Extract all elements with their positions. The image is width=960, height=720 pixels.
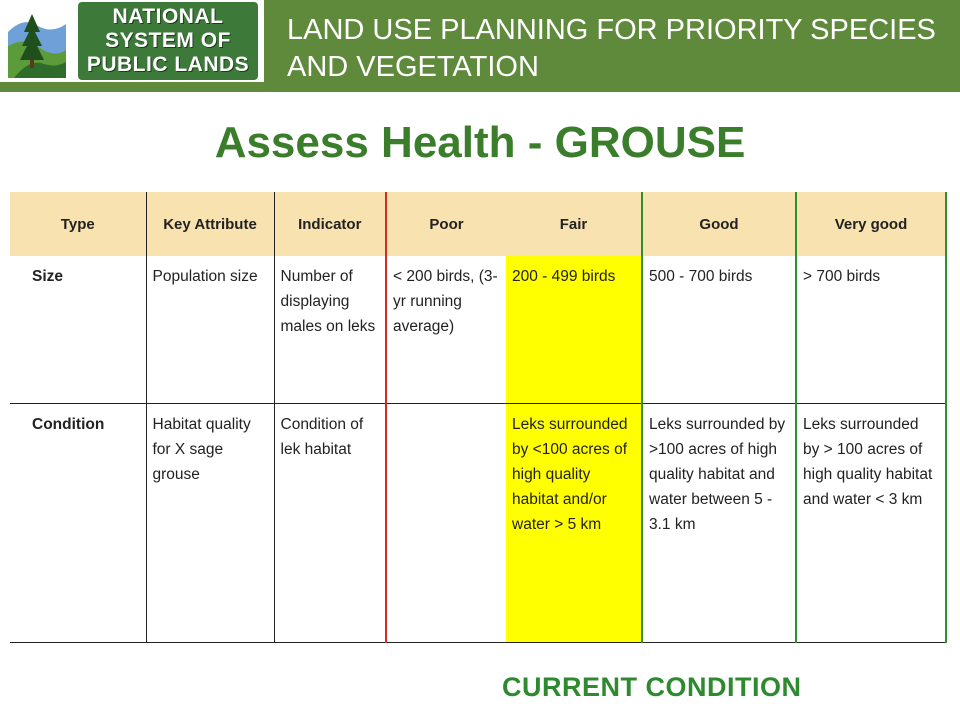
landscape-emblem-icon: [4, 2, 70, 80]
health-assessment-table: [10, 192, 947, 643]
blm-logo: [0, 0, 264, 82]
cell-type: Size: [10, 256, 146, 404]
logo-line-national: NATIONAL: [112, 5, 224, 28]
page-title: Assess Health - GROUSE: [214, 118, 746, 167]
header-fair: Fair: [506, 192, 642, 256]
table-row: [10, 404, 946, 643]
header-key-attribute: Key Attribute: [146, 192, 274, 256]
cell-key-attribute: Habitat quality for X sage grouse: [146, 404, 274, 643]
cell-poor: < 200 birds, (3-yr running average): [386, 256, 506, 404]
header-indicator: Indicator: [274, 192, 386, 256]
cell-indicator: Number of displaying males on leks: [274, 256, 386, 404]
banner-title-line-1: LAND USE PLANNING FOR PRIORITY SPECIES: [287, 14, 936, 46]
logo-line-public-lands: PUBLIC LANDS: [86, 53, 250, 76]
banner-title-line-2: AND VEGETATION: [287, 51, 539, 83]
cell-poor: [386, 404, 506, 643]
header-poor: Poor: [386, 192, 506, 256]
header-very-good: Very good: [796, 192, 946, 256]
logo-wordmark: [78, 2, 258, 80]
table-header-row: [10, 192, 946, 256]
cell-fair: 200 - 499 birds: [506, 256, 642, 404]
cell-key-attribute: Population size: [146, 256, 274, 404]
logo-line-system: SYSTEM OF: [105, 29, 231, 52]
cell-type: Condition: [10, 404, 146, 643]
cell-fair: Leks surrounded by <100 acres of high quality habitat and/or water > 5 km: [506, 404, 642, 643]
current-condition-label: CURRENT CONDITION: [502, 672, 802, 702]
header-good: Good: [642, 192, 796, 256]
header-banner: [0, 0, 960, 92]
cell-very-good: Leks surrounded by > 100 acres of high quality habitat and water < 3 km: [796, 404, 946, 643]
table-row: [10, 256, 946, 404]
cell-good: Leks surrounded by >100 acres of high quality habitat and water between 5 - 3.1 km: [642, 404, 796, 643]
header-type: Type: [10, 192, 146, 256]
cell-very-good: > 700 birds: [796, 256, 946, 404]
cell-indicator: Condition of lek habitat: [274, 404, 386, 643]
cell-good: 500 - 700 birds: [642, 256, 796, 404]
banner-title: [287, 12, 947, 86]
